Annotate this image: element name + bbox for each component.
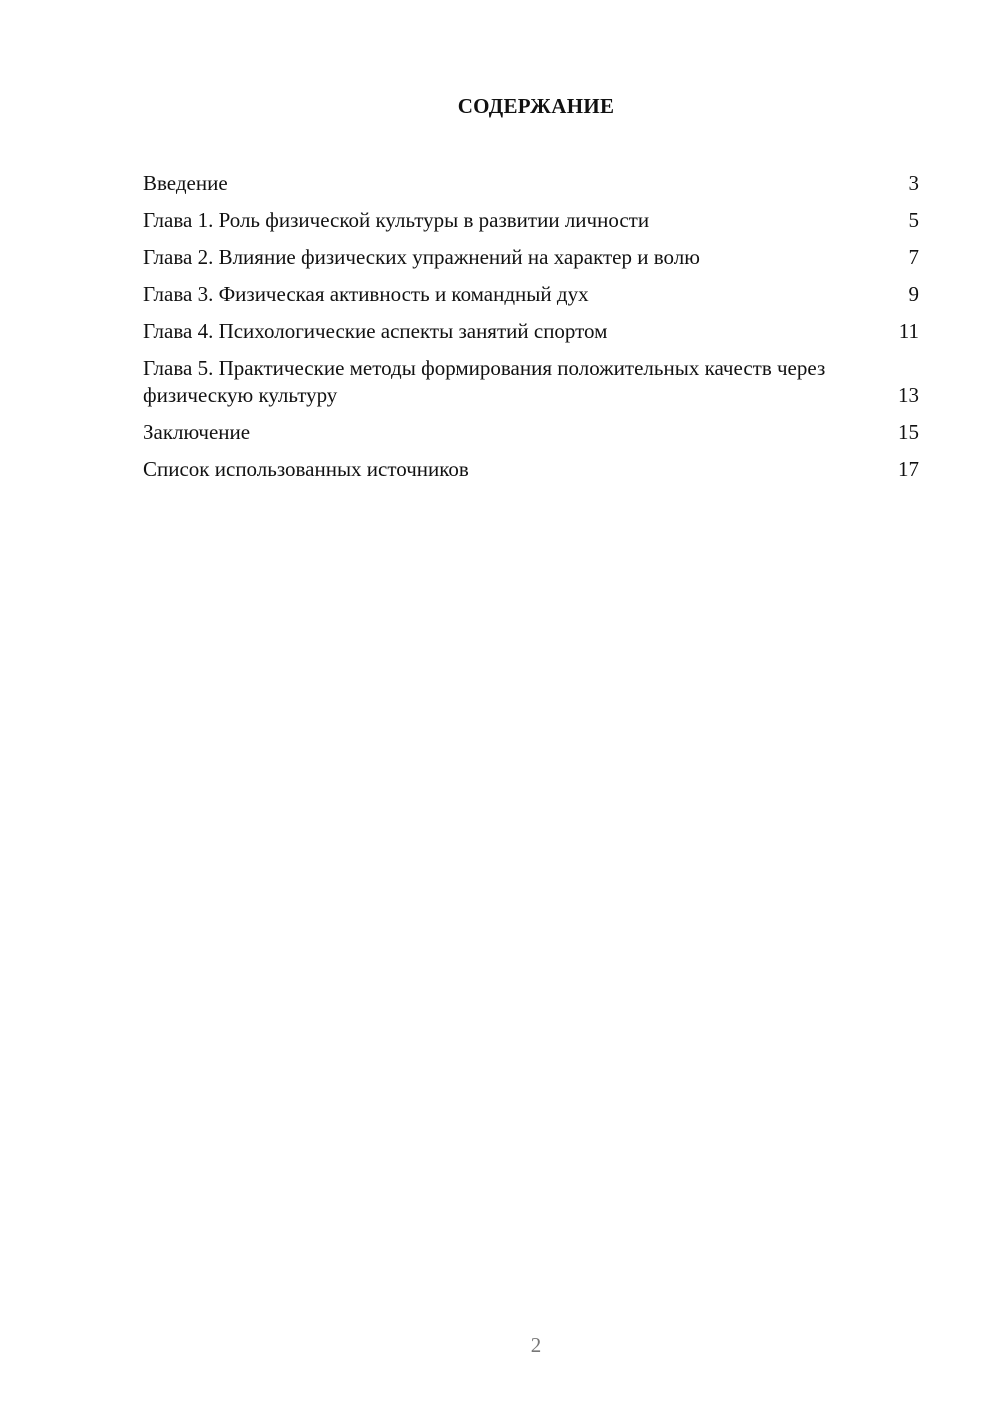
toc-entry-title: Введение bbox=[143, 171, 228, 195]
toc-entry-introduction[interactable] bbox=[143, 170, 919, 197]
toc-entry-page: 11 bbox=[898, 319, 919, 343]
toc-entry-title: Глава 4. Психологические аспекты занятий спортом bbox=[143, 319, 608, 343]
table-of-contents bbox=[143, 170, 919, 493]
toc-entry-chapter-5[interactable] bbox=[143, 355, 919, 409]
toc-entry-page: 13 bbox=[898, 383, 919, 407]
toc-entry-title: Глава 1. Роль физической культуры в развитии личности bbox=[143, 208, 650, 232]
toc-entry-page: 17 bbox=[898, 457, 919, 481]
toc-entry-page: 7 bbox=[908, 245, 919, 269]
page-number: 2 bbox=[530, 1333, 542, 1357]
toc-entry-title: Глава 2. Влияние физических упражнений на характер и волю bbox=[143, 245, 700, 269]
toc-entry-references[interactable] bbox=[143, 456, 919, 483]
toc-entry-title: Список использованных источников bbox=[143, 457, 469, 481]
toc-entry-title: Глава 3. Физическая активность и командный дух bbox=[143, 282, 589, 306]
toc-entry-title: Заключение bbox=[143, 420, 251, 444]
toc-entry-chapter-1[interactable] bbox=[143, 207, 919, 234]
toc-entry-page: 3 bbox=[908, 171, 919, 195]
toc-entry-title: Глава 5. Практические методы формирования положительных качеств через физическую культуру bbox=[143, 356, 826, 407]
page-title: СОДЕРЖАНИЕ bbox=[457, 94, 615, 118]
toc-entry-page: 5 bbox=[908, 208, 919, 232]
toc-entry-chapter-2[interactable] bbox=[143, 244, 919, 271]
toc-entry-conclusion[interactable] bbox=[143, 419, 919, 446]
toc-entry-chapter-4[interactable] bbox=[143, 318, 919, 345]
toc-entry-chapter-3[interactable] bbox=[143, 281, 919, 308]
toc-entry-page: 15 bbox=[898, 420, 919, 444]
toc-entry-page: 9 bbox=[908, 282, 919, 306]
